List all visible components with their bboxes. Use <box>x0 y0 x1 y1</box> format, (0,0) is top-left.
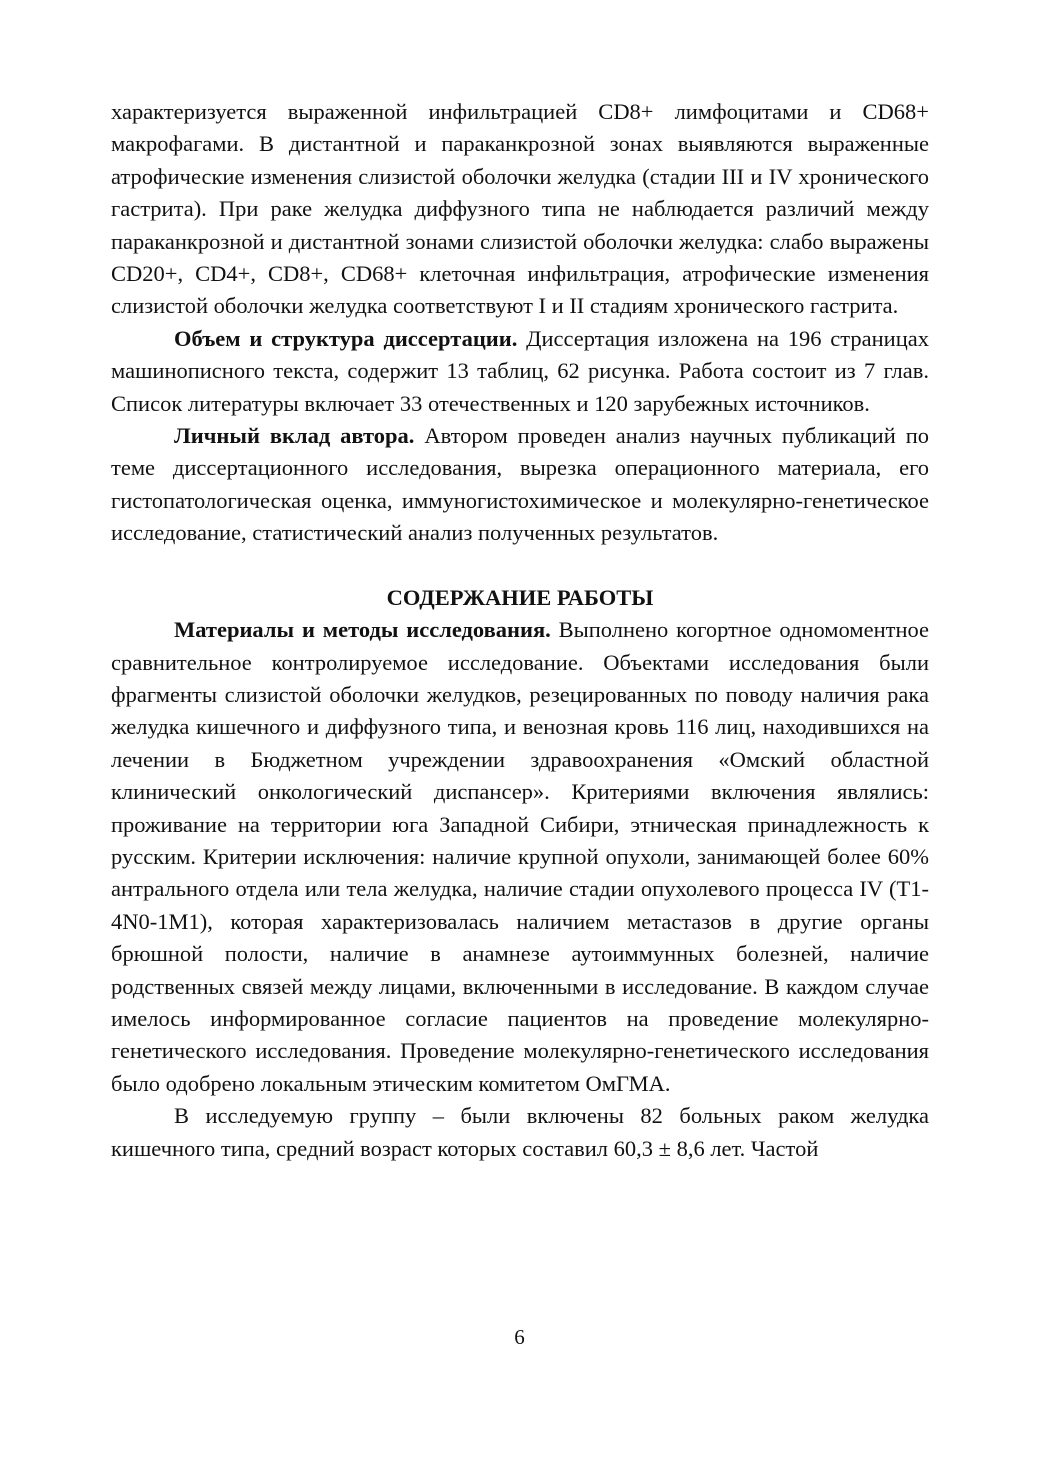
page-number: 6 <box>514 1325 525 1349</box>
paragraph-lead-heading: Личный вклад автора. <box>174 423 415 449</box>
paragraph-continuation: характеризуется выраженной инфильтрацией CD8+ лимфоцитами и CD68+ макрофагами. В дистантной и параканкрозной зонах выявляются выраженные атрофические изменения слизистой оболочки желудка (стадии III и IV хронического гастрита). При раке желудка диффузного типа не наблюдается различий между параканкрозной и дистантной зонами слизистой оболочки желудка: слабо выражены CD20+, CD4+, CD8+, CD68+ клеточная инфильтрация, атрофические изменения слизистой оболочки желудка соответствуют I и II стадиям хронического гастрита. <box>111 99 929 319</box>
paragraph-dissertation-structure <box>111 323 929 420</box>
section-title: СОДЕРЖАНИЕ РАБОТЫ <box>386 584 654 610</box>
paragraph-lead-heading: Материалы и методы исследования. <box>174 617 551 643</box>
paragraph-body-text: Диссертация изложена на 196 страницах машинописного текста, содержит 13 таблиц, 62 рисунка. Работа состоит из 7 глав. Список литературы включает 33 отечественных и 120 зарубежных источников. <box>111 325 929 416</box>
paragraph-lead-heading: Объем и структура диссертации. <box>174 325 518 351</box>
paragraph-study-group: В исследуемую группу – были включены 82 больных раком желудка кишечного типа, средний возраст которых составил 60,3 ± 8,6 лет. Частой <box>111 1103 929 1161</box>
document-page <box>111 96 929 1165</box>
paragraph-body-text: Выполнено когортное одномоментное сравнительное контролируемое исследование. Объектами исследования были фрагменты слизистой оболочки желудков, резецированных по поводу наличия рака желудка кишечного и диффузного типа, и венозная кровь 116 лиц, находившихся на лечении в Бюджетном учреждении здравоохранения «Омский областной клинический онкологический диспансер». Критериями включения являлись: проживание на территории юга Западной Сибири, этническая принадлежность к русским. Критерии исключения: наличие крупной опухоли, занимающей более 60% антрального отдела или тела желудка, наличие стадии опухолевого процесса IV (T1-4N0-1M1), которая характеризовалась наличием метастазов в другие органы брюшной полости, наличие в анамнезе аутоиммунных болезней, наличие родственных связей между лицами, включенными в исследование. В каждом случае имелось информированное согласие пациентов на проведение молекулярно-генетического исследования. Проведение молекулярно-генетического исследования было одобрено локальным этическим комитетом ОмГМА. <box>111 617 929 1096</box>
paragraph-body-text: Автором проведен анализ научных публикаций по теме диссертационного исследования, вырезка операционного материала, его гистопатологическая оценка, иммуногистохимическое и молекулярно-генетическое исследование, статистический анализ полученных результатов. <box>111 423 929 546</box>
paragraph-materials-methods <box>111 614 929 1100</box>
paragraph-author-contribution <box>111 420 929 550</box>
